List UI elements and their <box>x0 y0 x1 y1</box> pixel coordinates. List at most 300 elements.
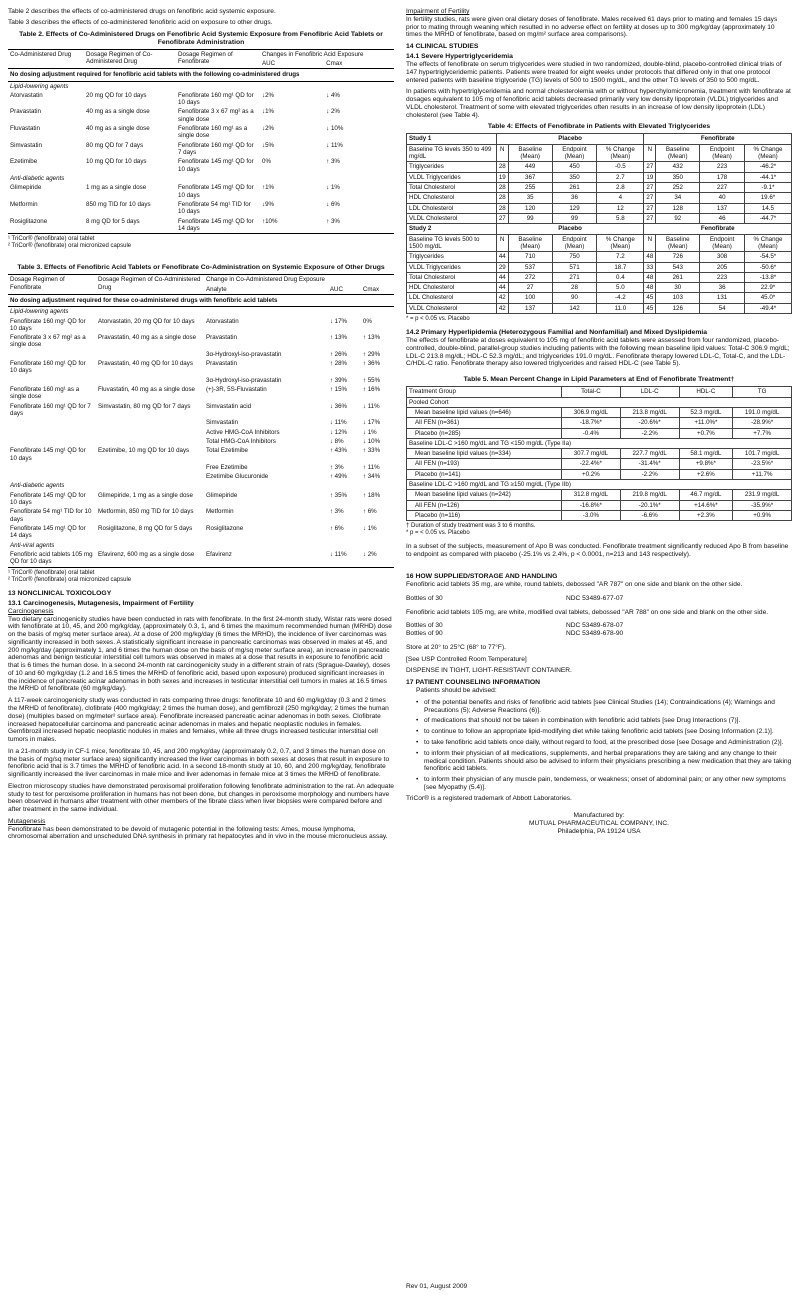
t5-cell: -31.4%* <box>620 459 679 469</box>
t3-cell: Total Ezetimibe <box>206 447 248 455</box>
t2-row <box>8 217 394 234</box>
t3-head-coreg: Dosage Regimen of Co-Administered Drug <box>98 276 201 291</box>
t5-cell: +0.9% <box>733 511 792 521</box>
t4-cell: 449 <box>508 162 552 172</box>
t3-cell <box>8 418 96 427</box>
supply-row-1 <box>406 595 792 603</box>
t4-row <box>407 203 792 213</box>
t3-cell: ↓ 17% <box>362 419 381 427</box>
t5-cell: 46.7 mg/dL <box>679 490 733 500</box>
t4-cell: 131 <box>700 293 745 303</box>
t4-cell: HDL Cholesterol <box>407 283 497 293</box>
t4-cell: 36 <box>700 283 745 293</box>
t2-row <box>8 91 394 108</box>
t2-cell: ↑1% <box>262 184 275 192</box>
t5-cell: +2.6% <box>679 469 733 479</box>
t4-col-header: % Change (Mean) <box>597 144 644 162</box>
section-14-1-para-1: The effects of fenofibrate on serum triglycerides were studied in two randomized, double-blind, placebo-controlled clinical trials of 147 hypertriglyceridemic patients. Patients were treated for eight weeks under protocols that differed only in that one protocol entered patients with baseline triglyceride (TG) levels of 500 to 1500 mg/dL, and the other TG levels of 350 to 500 mg/dL. <box>406 61 782 84</box>
t5-group-label: Baseline LDL-C >160 mg/dL and TG ≥150 mg/dL (Type IIb) <box>407 480 792 490</box>
revision-label: Rev 01, August 2009 <box>406 1283 468 1290</box>
table2 <box>8 49 394 235</box>
t4-row <box>407 252 792 262</box>
t5-cell: 213.8 mg/dL <box>620 407 679 417</box>
t3-group-label: Anti-diabetic agents <box>10 482 65 490</box>
t3-row <box>8 472 394 481</box>
t3-cell: Fenofibrate 160 mg¹ QD for 10 days <box>10 360 86 375</box>
t2-cell: 0% <box>262 158 271 166</box>
t4-col-header: Endpoint (Mean) <box>700 144 745 162</box>
t4-cell: 45.0* <box>744 293 791 303</box>
ndc-678-07: NDC 53489-678-07 <box>566 622 624 630</box>
t3-cell: ↑ 28% <box>329 360 348 368</box>
t4-cell: 44 <box>496 272 508 282</box>
t2-group-row <box>8 174 394 183</box>
t3-head-cmax: Cmax <box>362 285 380 293</box>
t4-cell: 571 <box>552 262 597 272</box>
t4-row <box>407 262 792 272</box>
counseling-item: • to take fenofibric acid tablets once daily, without regard to food, at the prescribed dose [see Dosage and Administration (2)]. <box>416 739 792 747</box>
t3-row <box>8 507 394 524</box>
t3-cell: Pravastatin, 40 mg as a single dose <box>98 334 197 342</box>
t4-cell: 28 <box>496 183 508 193</box>
apo-b-para: In a subset of the subjects, measurement of Apo B was conducted. Fenofibrate treatment significantly reduced Apo B from baseline to endpoint as compared with placebo (-25.1% vs 2.4%, p < 0.0001, n=213 and 143 respectively). <box>406 543 789 559</box>
t4-cell: 42 <box>496 293 508 303</box>
t2-head-auc: AUC <box>262 59 276 67</box>
t2-row <box>8 107 394 124</box>
t4-fenofibrate-label: Fenofibrate <box>644 134 792 144</box>
t3-cell <box>8 350 96 359</box>
t2-cell: 20 mg QD for 10 days <box>86 91 147 99</box>
t2-head-change: Changes in Fenofibric Acid Exposure <box>262 50 364 58</box>
t3-cell: 3α-Hydroxyl-iso-pravastatin <box>206 350 282 358</box>
t3-cell: Fenofibrate 160 mg¹ as a single dose <box>10 386 80 401</box>
t5-row <box>407 449 792 459</box>
t4-cell: -44.1* <box>744 172 791 182</box>
t5-cell: -20.6%* <box>620 418 679 428</box>
t3-cell: ↓ 11% <box>329 550 347 558</box>
t2-cell: Simvastatin <box>10 141 42 149</box>
t4-cell: 5.0 <box>597 283 644 293</box>
t3-cell: ↑ 6% <box>329 525 344 533</box>
t3-cell: Metformin, 850 mg TID for 10 days <box>98 508 194 516</box>
t4-cell: 45 <box>644 293 656 303</box>
t4-cell: 223 <box>700 272 745 282</box>
t3-cell: Rosiglitazone <box>206 525 244 533</box>
t3-cell: Fenofibrate 54 mg¹ TID for 10 days <box>10 508 92 523</box>
t4-cell: 27 <box>644 183 656 193</box>
t3-cell: Simvastatin acid <box>206 402 252 410</box>
t4-col-header: Baseline (Mean) <box>508 234 552 252</box>
t4-cell: 432 <box>656 162 700 172</box>
t4-cell: 46 <box>700 213 745 223</box>
t4-cell: -54.5* <box>744 252 791 262</box>
mutagenesis-heading: Mutagenesis <box>8 817 46 825</box>
t5-cell: 52.3 mg/dL <box>679 407 733 417</box>
table4 <box>406 133 792 314</box>
t3-cell <box>96 472 204 481</box>
t3-cell: ↑ 43% <box>329 447 348 455</box>
carcinogenesis-para-4: Electron microscopy studies have demonstrated peroxisomal proliferation following fenofibrate administration to the rat. An adequate study to test for peroxisome proliferation in humans has not been done, but changes in peroxisome morphology and numbers have been observed in humans after treatment with other members of the fibrate class when liver biopsies were compared before and after treatment in the same individual. <box>8 782 394 814</box>
section-14-2-heading: 14.2 Primary Hyperlipidemia (Heterozygous Familial and Nonfamilial) and Mixed Dyslipidemia <box>406 329 708 337</box>
t4-row <box>407 183 792 193</box>
t3-cell: ↑ 33% <box>362 447 381 455</box>
t4-cell: 19.6* <box>744 193 791 203</box>
t4-cell: 4 <box>597 193 644 203</box>
t3-cell: ↓ 1% <box>362 428 377 436</box>
t2-cell: ↓5% <box>262 141 275 149</box>
t4-cell: HDL Cholesterol <box>407 193 497 203</box>
t4-cell: LDL Cholesterol <box>407 293 497 303</box>
t4-row <box>407 272 792 282</box>
t3-row <box>8 428 394 437</box>
t4-baseline-label: Baseline TG levels 500 to 1500 mg/dL <box>407 234 497 252</box>
table3 <box>8 274 394 567</box>
t4-col-header: Endpoint (Mean) <box>700 234 745 252</box>
t4-cell: -50.6* <box>744 262 791 272</box>
t5-cell: 191.0 mg/dL <box>733 407 792 417</box>
table3-body <box>8 294 394 567</box>
t3-group-row <box>8 307 394 317</box>
section-17-heading: 17 PATIENT COUNSELING INFORMATION <box>406 679 541 687</box>
t2-cell: ↓ 4% <box>326 91 340 99</box>
t4-cell: 710 <box>508 252 552 262</box>
t2-cell: ↓ 6% <box>326 200 340 208</box>
t4-cell: -9.1* <box>744 183 791 193</box>
t5-cell: 312.8 mg/dL <box>562 490 621 500</box>
t4-cell: 128 <box>656 203 700 213</box>
t4-row <box>407 303 792 313</box>
t5-row <box>407 428 792 438</box>
t3-cell: Glimepiride <box>206 491 238 499</box>
t3-cell <box>96 437 204 446</box>
t4-cell: -13.8* <box>744 272 791 282</box>
t3-cell: Fenofibrate 160 mg¹ QD for 10 days <box>10 317 86 332</box>
t3-row <box>8 418 394 427</box>
t3-cell: Fluvastatin, 40 mg as a single dose <box>98 386 195 394</box>
t4-cell: 27 <box>496 213 508 223</box>
intro-line-2: Table 3 describes the effects of co-administered fenofibric acid on exposure to other drugs. <box>8 18 273 26</box>
ndc-678-90: NDC 53489-678-90 <box>566 630 624 638</box>
t4-cell: 34 <box>656 193 700 203</box>
section-13-1-heading: 13.1 Carcinogenesis, Mutagenesis, Impairment of Fertility <box>8 599 194 607</box>
t3-cell: Simvastatin <box>206 419 238 427</box>
t2-footnotes <box>8 236 394 250</box>
t4-cell: 28 <box>496 203 508 213</box>
t3-cell: ↑ 13% <box>362 334 381 342</box>
t4-cell: 90 <box>552 293 597 303</box>
t4-cell: 271 <box>552 272 597 282</box>
t2-cell: Fenofibrate 160 mg¹ QD for 7 days <box>178 141 254 156</box>
t5-cell: -16.8%* <box>562 500 621 510</box>
t4-cell: 126 <box>656 303 700 313</box>
t3-head-fenoreg: Dosage Regimen of Fenofibrate <box>10 276 65 291</box>
supply-row-3 <box>406 630 792 638</box>
fertility-heading: Impairment of Fertility <box>406 8 470 15</box>
t4-cell: 223 <box>700 162 745 172</box>
t5-cell: -28.9%* <box>733 418 792 428</box>
t4-cell: 27 <box>644 162 656 172</box>
t2-head-cmax: Cmax <box>326 59 343 67</box>
t4-row <box>407 213 792 223</box>
t5-head-group: Treatment Group <box>407 387 562 397</box>
t4-cell: 255 <box>508 183 552 193</box>
t4-cell: 27 <box>644 193 656 203</box>
t2-cell: ↓2% <box>262 125 275 133</box>
t5-group-row <box>407 480 792 490</box>
t5-footnote-1: † Duration of study treatment was 3 to 6 months. <box>406 523 536 530</box>
t4-cell: 99 <box>508 213 552 223</box>
t5-group-label: Pooled Cohort <box>407 397 792 407</box>
t4-cell: Total Cholesterol <box>407 183 497 193</box>
t4-cell: 35 <box>508 193 552 203</box>
t3-cell: ↑ 13% <box>329 334 348 342</box>
t5-cell: -6.6% <box>620 511 679 521</box>
t3-cell: ↑ 55% <box>362 376 381 384</box>
t4-row <box>407 172 792 182</box>
t3-cell <box>8 428 96 437</box>
t4-cell: 5.8 <box>597 213 644 223</box>
t4-cell: 12 <box>597 203 644 213</box>
t4-cell: 252 <box>656 183 700 193</box>
carcinogenesis-heading: Carcinogenesis <box>8 607 54 615</box>
t4-cell: 308 <box>700 252 745 262</box>
t3-cell: Efavirenz <box>206 550 232 558</box>
t3-row <box>8 350 394 359</box>
advise-intro: Patients should be advised: <box>416 687 497 695</box>
t4-cell: 19 <box>496 172 508 182</box>
t4-cell: 22.9* <box>744 283 791 293</box>
t5-cell: -3.0% <box>562 511 621 521</box>
t2-head-drug: Co-Administered Drug <box>10 50 72 58</box>
t3-cell: ↑ 36% <box>362 360 381 368</box>
t3-cell: ↑ 3% <box>329 508 344 516</box>
t5-row <box>407 418 792 428</box>
t4-cell: 227 <box>700 183 745 193</box>
table4-body <box>407 134 792 314</box>
t3-cell: ↑ 6% <box>362 508 377 516</box>
t3-cell: ↑ 3% <box>329 463 344 471</box>
t5-cell: +2.3% <box>679 511 733 521</box>
t2-footnote-1: ¹ TriCor® (fenofibrate) oral tablet <box>8 236 95 243</box>
t4-cell: 137 <box>700 203 745 213</box>
t4-cell: 2.7 <box>597 172 644 182</box>
t2-cell: Ezetimibe <box>10 158 38 166</box>
t2-row <box>8 124 394 141</box>
t3-cell: Efavirenz, 600 mg as a single dose <box>98 550 195 558</box>
t3-cell: ↑ 18% <box>362 491 381 499</box>
t3-cell: Fenofibrate 3 x 67 mg² as a single dose <box>10 334 86 349</box>
t3-cell: ↓ 36% <box>329 402 348 410</box>
t5-cell: Placebo (n=285) <box>407 428 562 438</box>
table2-title: Table 2. Effects of Co-Administered Drugs on Fenofibric Acid Systemic Exposure from Fenofibric Acid Tablets or Fenofibrate Administration <box>19 30 383 46</box>
t4-study-header-row <box>407 224 792 234</box>
intro-line-1: Table 2 describes the effects of co-administered drugs on fenofibric acid systemic exposure. <box>8 8 276 15</box>
t4-cell: -0.5 <box>597 162 644 172</box>
t5-cell: +0.2% <box>562 469 621 479</box>
t3-row <box>8 385 394 402</box>
t5-group-row <box>407 438 792 448</box>
t4-cell: 44 <box>496 252 508 262</box>
t3-cell: ↑ 35% <box>329 491 348 499</box>
t4-col-header: N <box>496 144 508 162</box>
t2-cell: Fluvastatin <box>10 125 40 133</box>
t5-cell: Mean baseline lipid values (n=242) <box>407 490 562 500</box>
t2-note: No dosing adjustment required for fenofibric acid tablets with the following co-administered drugs <box>10 71 300 79</box>
t3-note: No dosing adjustment required for these co-administered drugs with fenofibric acid tablets <box>10 296 278 304</box>
t4-cell: 28 <box>552 283 597 293</box>
t4-cell: 350 <box>552 172 597 182</box>
t2-cell: Glimepiride <box>10 184 42 192</box>
t3-row <box>8 550 394 567</box>
t3-cell: Total HMG-CoA Inhibitors <box>206 437 276 445</box>
t5-cell: Placebo (n=116) <box>407 511 562 521</box>
manufactured-by-label: Manufactured by: <box>573 812 625 820</box>
t4-col-header: Baseline (Mean) <box>508 144 552 162</box>
t3-row <box>8 376 394 385</box>
t2-cell: 1 mg as a single dose <box>86 184 147 192</box>
t4-cell: VLDL Cholesterol <box>407 213 497 223</box>
t3-cell: Pravastatin <box>206 334 237 342</box>
t5-cell: -0.4% <box>562 428 621 438</box>
t4-cell: 261 <box>552 183 597 193</box>
t4-cell: 350 <box>656 172 700 182</box>
t4-fenofibrate-label: Fenofibrate <box>644 224 792 234</box>
t3-cell <box>8 437 96 446</box>
t5-cell: -18.7%* <box>562 418 621 428</box>
t2-cell: 10 mg QD for 10 days <box>86 158 147 166</box>
t4-col-header: Baseline (Mean) <box>656 144 700 162</box>
t4-col-header-row <box>407 234 792 252</box>
t3-cell: Metformin <box>206 508 234 516</box>
t4-study-label: Study 1 <box>407 134 497 144</box>
t3-head-analyte: Analyte <box>206 285 227 293</box>
t4-cell: Triglycerides <box>407 162 497 172</box>
t3-cell <box>8 463 96 472</box>
t3-footnote-1: ¹ TriCor® (fenofibrate) oral tablet <box>8 569 95 576</box>
t2-head-fenoreg: Dosage Regimen of Fenofibrate <box>178 50 233 65</box>
t4-col-header: Endpoint (Mean) <box>552 234 597 252</box>
t5-cell: +11.7% <box>733 469 792 479</box>
t3-group-label: Lipid-lowering agents <box>10 308 69 316</box>
t3-head-change: Change in Co-Administered Drug Exposure <box>206 276 325 284</box>
t4-cell: VLDL Cholesterol <box>407 303 497 313</box>
t4-cell: 36 <box>552 193 597 203</box>
t5-cell: Mean baseline lipid values (n=646) <box>407 407 562 417</box>
t4-cell: 48 <box>644 272 656 282</box>
t3-group-row <box>8 541 394 550</box>
counseling-item: • to continue to follow an appropriate lipid-modifying diet while taking fenofibric acid tablets [see Dosing Information (2.1)]. <box>416 728 792 736</box>
t4-cell: 103 <box>656 293 700 303</box>
t4-cell: 27 <box>644 203 656 213</box>
t2-row <box>8 183 394 200</box>
t4-cell: -4.2 <box>597 293 644 303</box>
t2-cell: Fenofibrate 160 mg¹ as a single dose <box>178 125 248 140</box>
t2-row <box>8 141 394 158</box>
table2-body <box>8 69 394 234</box>
t3-cell: ↓ 2% <box>362 550 377 558</box>
t5-cell: -20.1%* <box>620 500 679 510</box>
t2-cell: 80 mg QD for 7 days <box>86 141 144 149</box>
bottles-30-label-a: Bottles of 30 <box>406 594 443 602</box>
t3-cell: 0% <box>362 317 372 325</box>
t4-cell: 27 <box>644 213 656 223</box>
t4-cell: 28 <box>496 193 508 203</box>
t2-cell: Pravastatin <box>10 108 41 116</box>
t2-cell: Fenofibrate 145 mg¹ QD for 10 days <box>178 184 254 199</box>
t4-col-header-row <box>407 144 792 162</box>
t3-cell: ↓ 1% <box>362 525 377 533</box>
t4-footnote: * = p < 0.05 vs. Placebo <box>406 316 470 323</box>
t3-row <box>8 524 394 541</box>
section-14-1-heading: 14.1 Severe Hypertriglyceridemia <box>406 53 513 61</box>
t5-cell: 306.9 mg/dL <box>562 407 621 417</box>
carcinogenesis-para-2: A 117-week carcinogenicity study was conducted in rats comparing three drugs: fenofibrate 10 and 60 mg/kg/day (0.3 and 2 times the MRHD of fenofibrate), clofibrate (400 mg/kg/day; 2 times the human dose), and gemfibrozil (250 mg/kg/day; 2 times the human dose) (multiples based on mg/meter² surface area). Fenofibrate increased pancreatic acinar adenomas in both sexes. Clofibrate increased hepatocellular carcinoma and pancreatic acinar adenomas in males and hepatic neoplastic nodules in females. Gemfibrozil increased hepatic neoplastic nodules in males and females, while all three drugs increased testicular interstitial cell tumors in males. <box>8 697 389 744</box>
t2-cell: Fenofibrate 160 mg¹ QD for 10 days <box>178 91 254 107</box>
t3-cell: Glimepiride, 1 mg as a single dose <box>98 491 193 499</box>
t3-row <box>8 359 394 376</box>
carcinogenesis-para-3: In a 21-month study in CF-1 mice, fenofibrate 10, 45, and 200 mg/kg/day (approximately 0.2, 0.7, and 3 times the human dose on the basis of mg/sq meter surface area) significantly increased the liver carcinomas in both sexes at doses that result in exposure to fenofibric acid that is 3.7 times the MRHD of fenofibric acid. In a second 18-month study at 10, 60, and 200 mg/kg/day, fenofibrate significantly increased the liver carcinomas in male mice and liver adenomas in female mice at 3 times the MRHD of fenofibrate. <box>8 747 390 779</box>
t3-cell <box>96 350 204 359</box>
t4-col-header: % Change (Mean) <box>744 234 791 252</box>
t5-cell: 219.8 mg/dL <box>620 490 679 500</box>
t4-row <box>407 283 792 293</box>
t5-cell: +14.6%* <box>679 500 733 510</box>
section-13-heading: 13 NONCLINICAL TOXICOLOGY <box>8 589 112 597</box>
t2-cell: ↓ 11% <box>326 141 343 149</box>
t3-cell: 3α-Hydroxyl-iso-pravastatin <box>206 376 282 384</box>
t4-col-header: N <box>644 144 656 162</box>
t2-cell: ↓ 10% <box>326 125 344 133</box>
t5-cell: +7.7% <box>733 428 792 438</box>
t5-cell: -23.5%* <box>733 459 792 469</box>
t5-cell: 58.1 mg/dL <box>679 449 733 459</box>
t5-head-ldlc: LDL-C <box>620 387 679 397</box>
t4-cell: LDL Cholesterol <box>407 203 497 213</box>
t2-cell: Fenofibrate 3 x 67 mg² as a single dose <box>178 108 254 123</box>
t2-cell: Fenofibrate 54 mg¹ TID for 10 days <box>178 200 251 216</box>
trademark-note: TriCor® is a registered trademark of Abbott Laboratories. <box>406 794 572 802</box>
carcinogenesis-para-1: Two dietary carcinogenicity studies have been conducted in rats with fenofibrate. In the first 24-month study, Wistar rats were dosed with fenofibrate at 10, 45, and 200 mg/kg/day, (approximately 0.3, 1, and 6 times the maximum recommended human (MRHD) dose on the basis of mg/sq meter surface area). At a dose of 200 mg/kg/day (6 times the MRHD), the incidence of liver carcinomas was significantly increased in both sexes. A statistically significant increase in pancreatic carcinomas was observed in males at 45, and 200 mg/kg/day (approximately 1, and 6 times the human dose on the basis of mg/sq meter surface area), an increase in pancreatic adenomas and benign testicular interstitial cell tumors was observed in males at a dose that results in exposure to fenofibric acid that is 6 times the human dose. In a second 24-month rat carcinogenicity study in a different strain of rats (Sprague-Dawley), doses of 10 and 60 mg/kg/day (1.2 and 16.5 times the MRHD of fenofibric acid, based upon exposure) produced significant increases in the incidence of pancreatic acinar adenomas in both sexes and increases in testicular interstitial cell tumors in males at 16.5 times the MRHD of fenofibrate (60 mg/kg/day). <box>8 615 392 693</box>
t3-cell: ↓ 17% <box>329 317 348 325</box>
t3-cell: ↓ 12% <box>329 428 348 436</box>
t4-baseline-label: Baseline TG levels 350 to 499 mg/dL <box>407 144 497 162</box>
left-column <box>8 8 394 845</box>
t3-cell: ↑ 15% <box>329 386 348 394</box>
t2-cell: ↓2% <box>262 91 275 99</box>
t2-cell: ↑ 3% <box>326 217 340 225</box>
t4-cell: Triglycerides <box>407 252 497 262</box>
t5-cell: -22.4%* <box>562 459 621 469</box>
t5-group-label: Baseline LDL-C >160 mg/dL and TG <150 mg/dL (Type IIa) <box>407 438 792 448</box>
t3-cell: Fenofibrate 145 mg¹ QD for 10 days <box>10 491 86 507</box>
right-column <box>406 8 792 836</box>
t4-cell: 27 <box>508 283 552 293</box>
t4-placebo-label: Placebo <box>496 134 644 144</box>
t2-group-row <box>8 81 394 91</box>
t4-cell: 28 <box>496 162 508 172</box>
table4-title: Table 4: Effects of Fenofibrate in Patients with Elevated Triglycerides <box>487 123 711 131</box>
manufacturer-name: MUTUAL PHARMACEUTICAL COMPANY, INC. <box>529 820 669 828</box>
t5-row <box>407 511 792 521</box>
t3-row <box>8 463 394 472</box>
t5-cell: All FEN (n=361) <box>407 418 562 428</box>
t2-cell: 40 mg as a single dose <box>86 108 150 116</box>
usp-note: [See USP Controlled Room Temperature] <box>406 655 527 663</box>
t3-cell <box>96 463 204 472</box>
table3-title: Table 3. Effects of Fenofibric Acid Tablets or Fenofibrate Co-Administration on Systemic Exposure of Other Drugs <box>17 264 385 272</box>
t4-row <box>407 293 792 303</box>
t2-row <box>8 200 394 217</box>
